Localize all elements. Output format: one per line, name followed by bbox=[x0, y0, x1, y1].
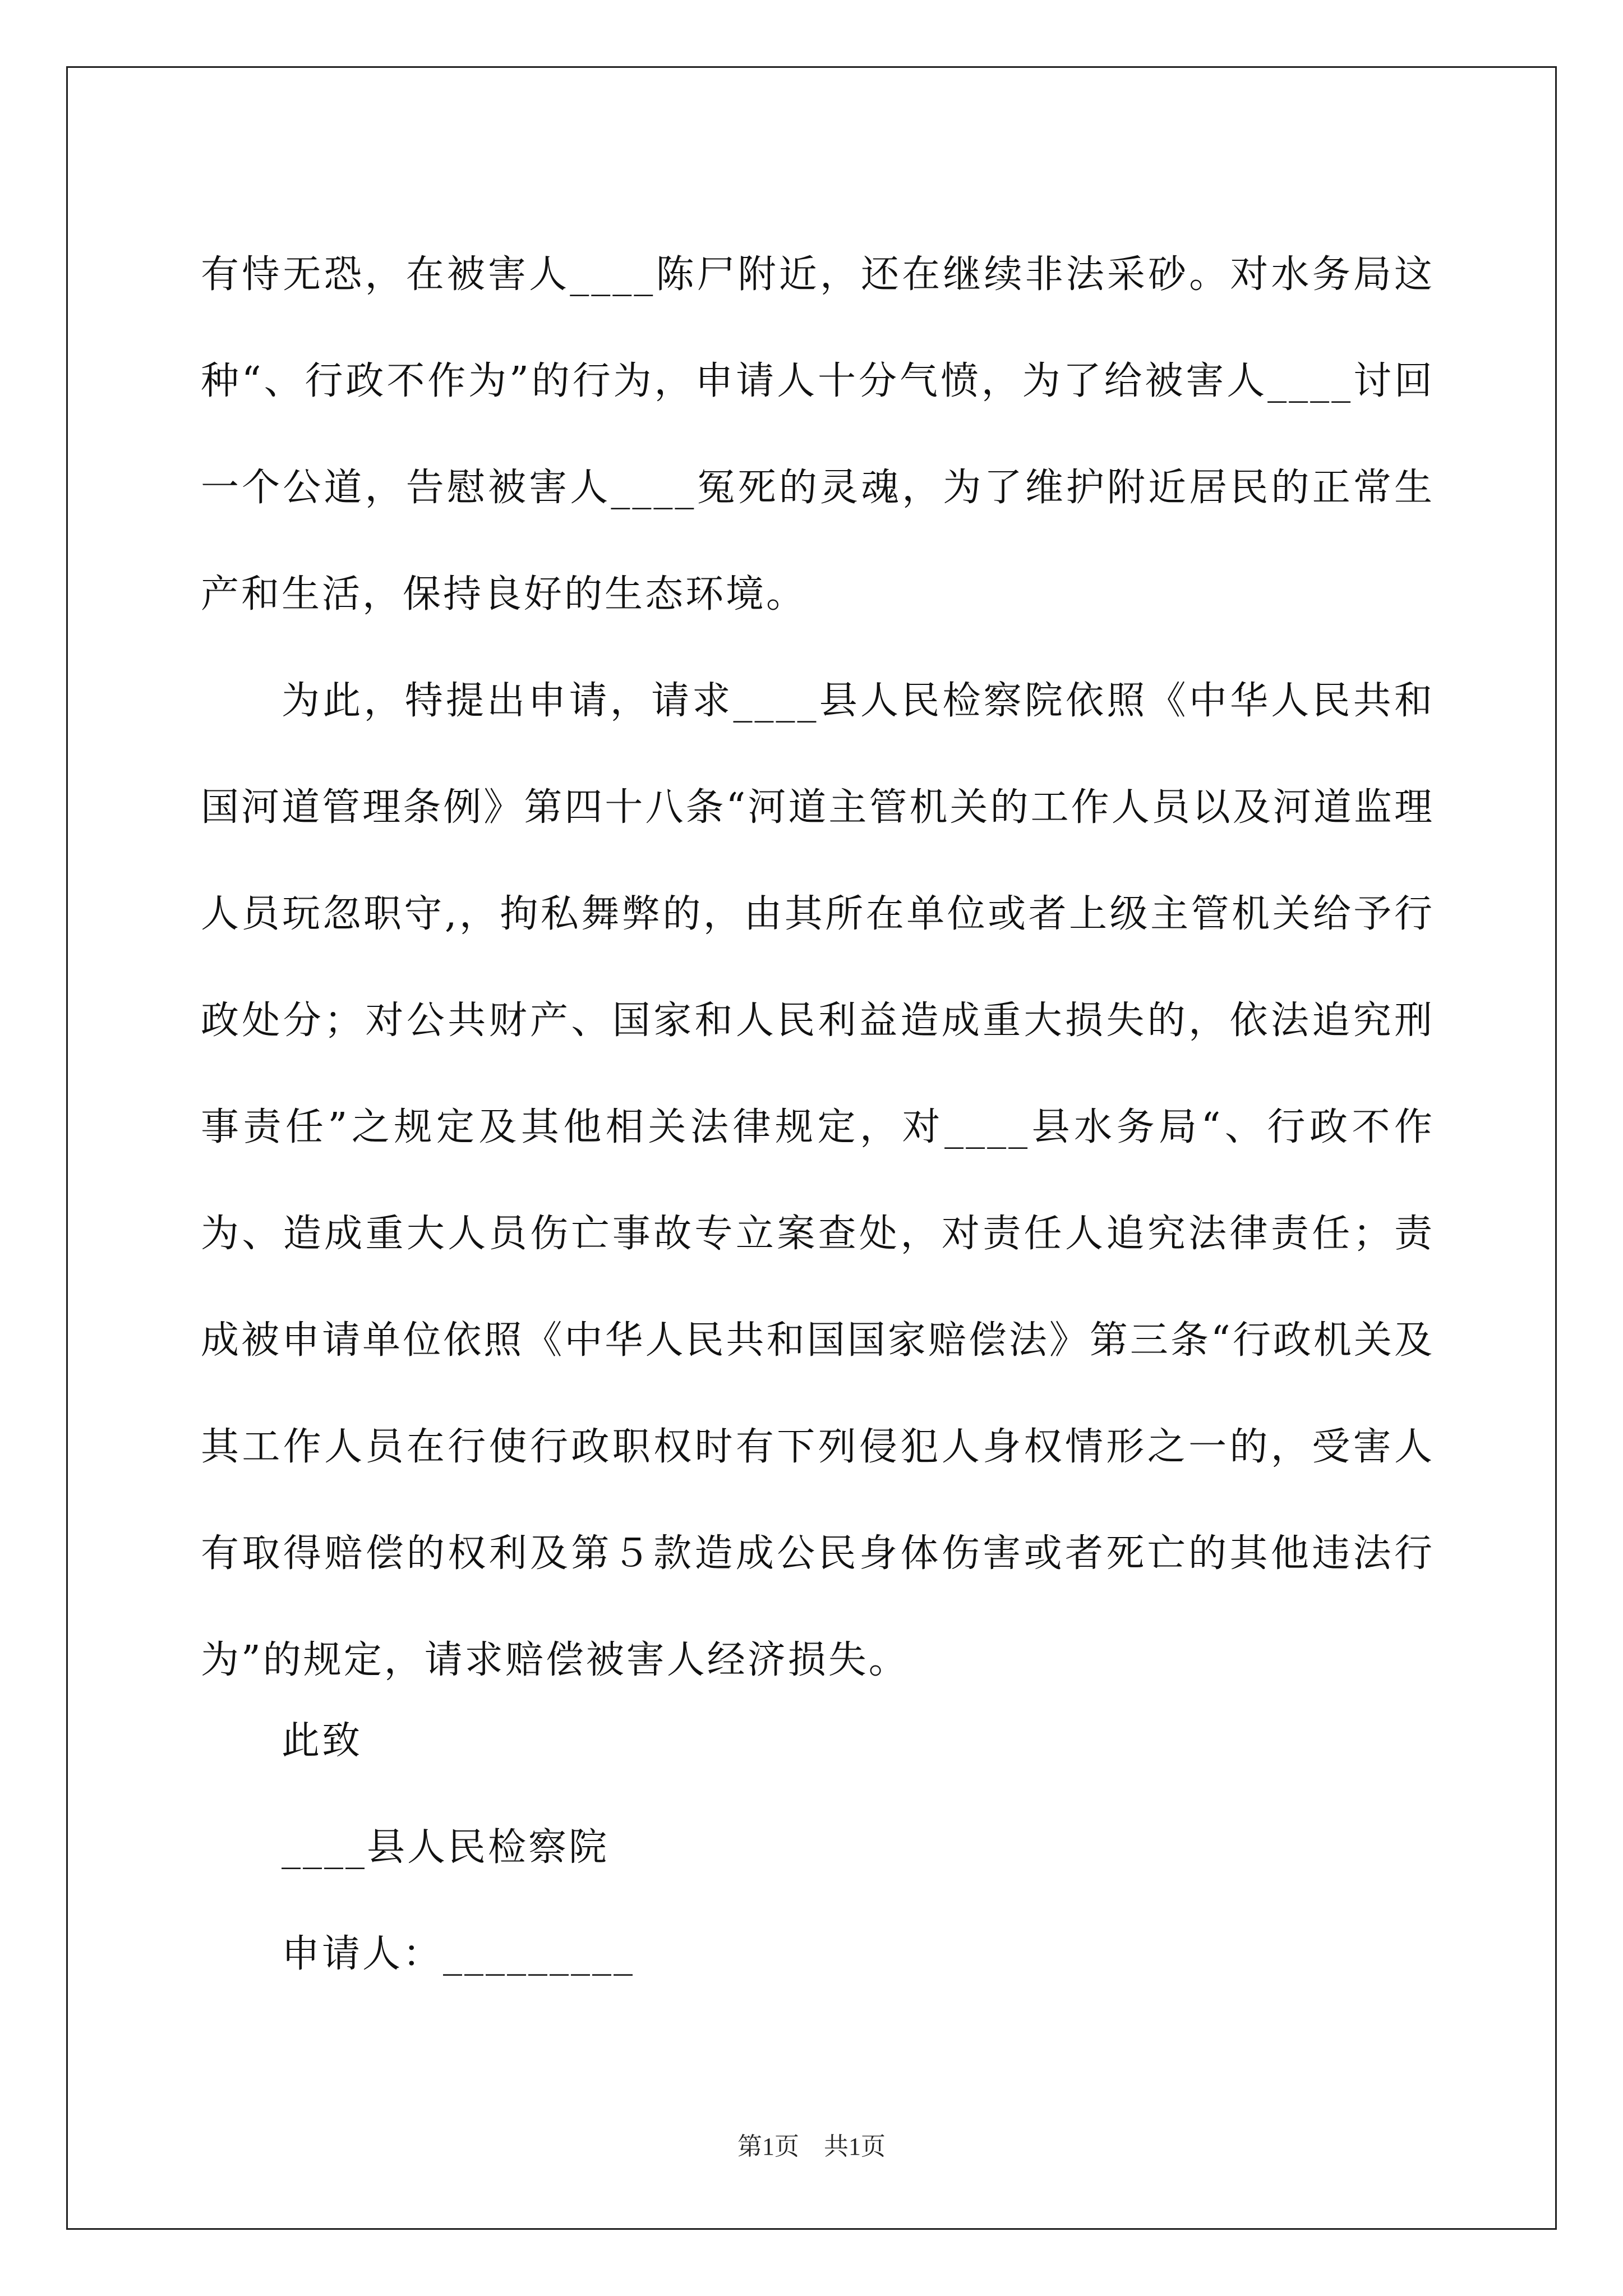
applicant-signature-line: 申请人：_________ bbox=[282, 1932, 635, 1976]
paragraph-request: 为此，特提出申请，请求____县人民检察院依照《中华人民共和国河道管理条例》第四十八条“河道主管机关的工作人员以及河道监理人员玩忽职守,，拘私舞弊的，由其所在单位或者上级主管机关给予行政处分；对公共财产、国家和人民利益造成重大损失的，依法追究刑事责任”之规定及其他相关法律规定，对____县水务局“、行政不作为、造成重大人员伤亡事故专立案查处，对责任人追究法律责任；责成被申请单位依照《中华人民共和国国家赔偿法》第三条“行政机关及其工作人员在行使行政职权时有下列侵犯人身权情形之一的，受害人有取得赔偿的权利及第５款造成公民身体伤害或者死亡的其他违法行为”的规定，请求赔偿被害人经济损失。 bbox=[201, 679, 1435, 1682]
paragraph-continuation: 有恃无恐，在被害人____陈尸附近，还在继续非法采砂。对水务局这种“、行政不作为”的行为，申请人十分气愤，为了给被害人____讨回一个公道，告慰被害人____冤死的灵魂，为了维护附近居民的正常生产和生活，保持良好的生态环境。 bbox=[201, 252, 1435, 616]
closing-recipient: ____县人民检察院 bbox=[282, 1825, 610, 1870]
closing-salutation: 此致 bbox=[282, 1719, 363, 1763]
document-body bbox=[201, 222, 1435, 1714]
page-number-footer: 第1页 共1页 bbox=[737, 2133, 886, 2160]
